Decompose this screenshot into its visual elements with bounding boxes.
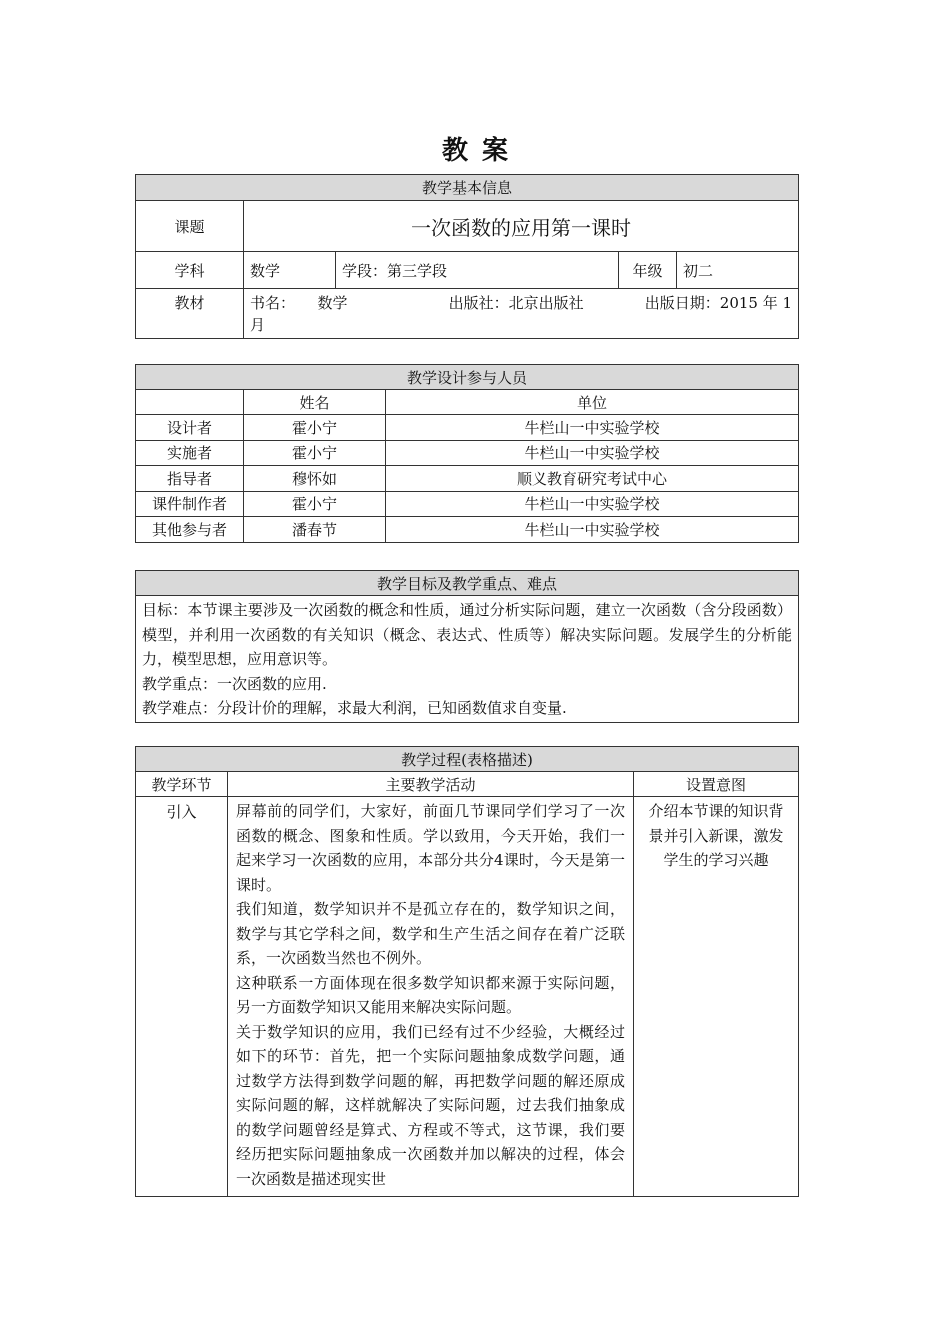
topic-value: 一次函数的应用第一课时 — [244, 201, 799, 252]
activity-paragraph: 屏幕前的同学们，大家好，前面几节课同学们学习了一次函数的概念、图象和性质。学以致用，今天开始，我们一起来学习一次函数的应用，本部分共分4课时，今天是第一课时。 — [236, 802, 625, 894]
goals-body — [136, 596, 799, 723]
process-table — [135, 746, 799, 1197]
process-header: 教学过程(表格描述) — [136, 747, 799, 772]
staff-row — [136, 440, 799, 466]
staff-row — [136, 491, 799, 517]
subject-value: 数学 — [244, 252, 336, 289]
publisher: 出版社：北京出版社 — [448, 294, 584, 312]
staff-unit: 牛栏山一中实验学校 — [386, 491, 799, 517]
staff-row — [136, 517, 799, 543]
key-point-text: 教学重点：一次函数的应用. — [142, 674, 327, 693]
col-name: 姓名 — [244, 390, 386, 415]
goals-header: 教学目标及教学重点、难点 — [136, 571, 799, 596]
stage-value: 学段：第三学段 — [336, 252, 619, 289]
goals-table — [135, 570, 799, 723]
activity-body — [228, 797, 634, 1197]
publish-date: 出版日期：2015 年 1 — [644, 294, 793, 312]
staff-header: 教学设计参与人员 — [136, 365, 799, 390]
textbook-label: 教材 — [136, 289, 244, 339]
difficulty-text: 教学难点：分段计价的理解，求最大利润，已知函数值求自变量. — [142, 699, 567, 717]
staff-unit: 顺义教育研究考试中心 — [386, 466, 799, 492]
activity-paragraph: 我们知道，数学知识并不是孤立存在的，数学知识之间，数学与其它学科之间，数学和生产生活之间存在着广泛联系，一次函数当然也不例外。 — [236, 900, 625, 967]
grade-label: 年级 — [619, 252, 677, 289]
basic-info-header: 教学基本信息 — [136, 175, 799, 201]
basic-info-table — [135, 174, 799, 339]
activity-paragraph: 关于数学知识的应用，我们已经有过不少经验，大概经过如下的环节：首先，把一个实际问题抽象成数学问题，通过数学方法得到数学问题的解，再把数学问题的解还原成实际问题的解，这样就解决了实际问题，过去我们抽象成的数学问题曾经是算式、方程或不等式，这节课，我们要经历把实际问题抽象成一次函数并加以解决的过程，体会一次函数是描述现实世 — [236, 1022, 625, 1188]
staff-role: 其他参与者 — [136, 517, 244, 543]
activity-paragraph: 这种联系一方面体现在很多数学知识都来源于实际问题，另一方面数学知识又能用来解决实际问题。 — [236, 973, 625, 1016]
staff-name: 穆怀如 — [244, 466, 386, 492]
document-title: 教案 — [441, 136, 522, 166]
staff-role: 课件制作者 — [136, 491, 244, 517]
staff-name: 霍小宁 — [244, 440, 386, 466]
staff-table — [135, 364, 799, 543]
textbook-info — [244, 289, 799, 339]
col-unit: 单位 — [386, 390, 799, 415]
staff-role: 设计者 — [136, 415, 244, 441]
publish-date-cont: 月 — [250, 316, 266, 334]
col-activity: 主要教学活动 — [228, 772, 634, 797]
staff-row — [136, 466, 799, 492]
book-name: 书名： 数学 — [250, 294, 348, 312]
staff-name: 霍小宁 — [244, 491, 386, 517]
grade-value: 初二 — [677, 252, 799, 289]
col-stage: 教学环节 — [136, 772, 228, 797]
intent-text: 介绍本节课的知识背景并引入新课，激发学生的学习兴趣 — [634, 797, 799, 1197]
staff-unit: 牛栏山一中实验学校 — [386, 440, 799, 466]
staff-unit: 牛栏山一中实验学校 — [386, 517, 799, 543]
topic-label: 课题 — [136, 201, 244, 252]
col-intent: 设置意图 — [634, 772, 799, 797]
subject-label: 学科 — [136, 252, 244, 289]
stage-intro: 引入 — [136, 797, 228, 1197]
staff-row — [136, 415, 799, 441]
staff-unit: 牛栏山一中实验学校 — [386, 415, 799, 441]
staff-name: 霍小宁 — [244, 415, 386, 441]
staff-name: 潘春节 — [244, 517, 386, 543]
staff-corner — [136, 390, 244, 415]
staff-role: 实施者 — [136, 440, 244, 466]
staff-role: 指导者 — [136, 466, 244, 492]
goal-text: 目标：本节课主要涉及一次函数的概念和性质，通过分析实际问题，建立一次函数（含分段函数）模型，并利用一次函数的有关知识（概念、表达式、性质等）解决实际问题。发展学生的分析能力，模型思想，应用意识等。 — [142, 601, 792, 668]
